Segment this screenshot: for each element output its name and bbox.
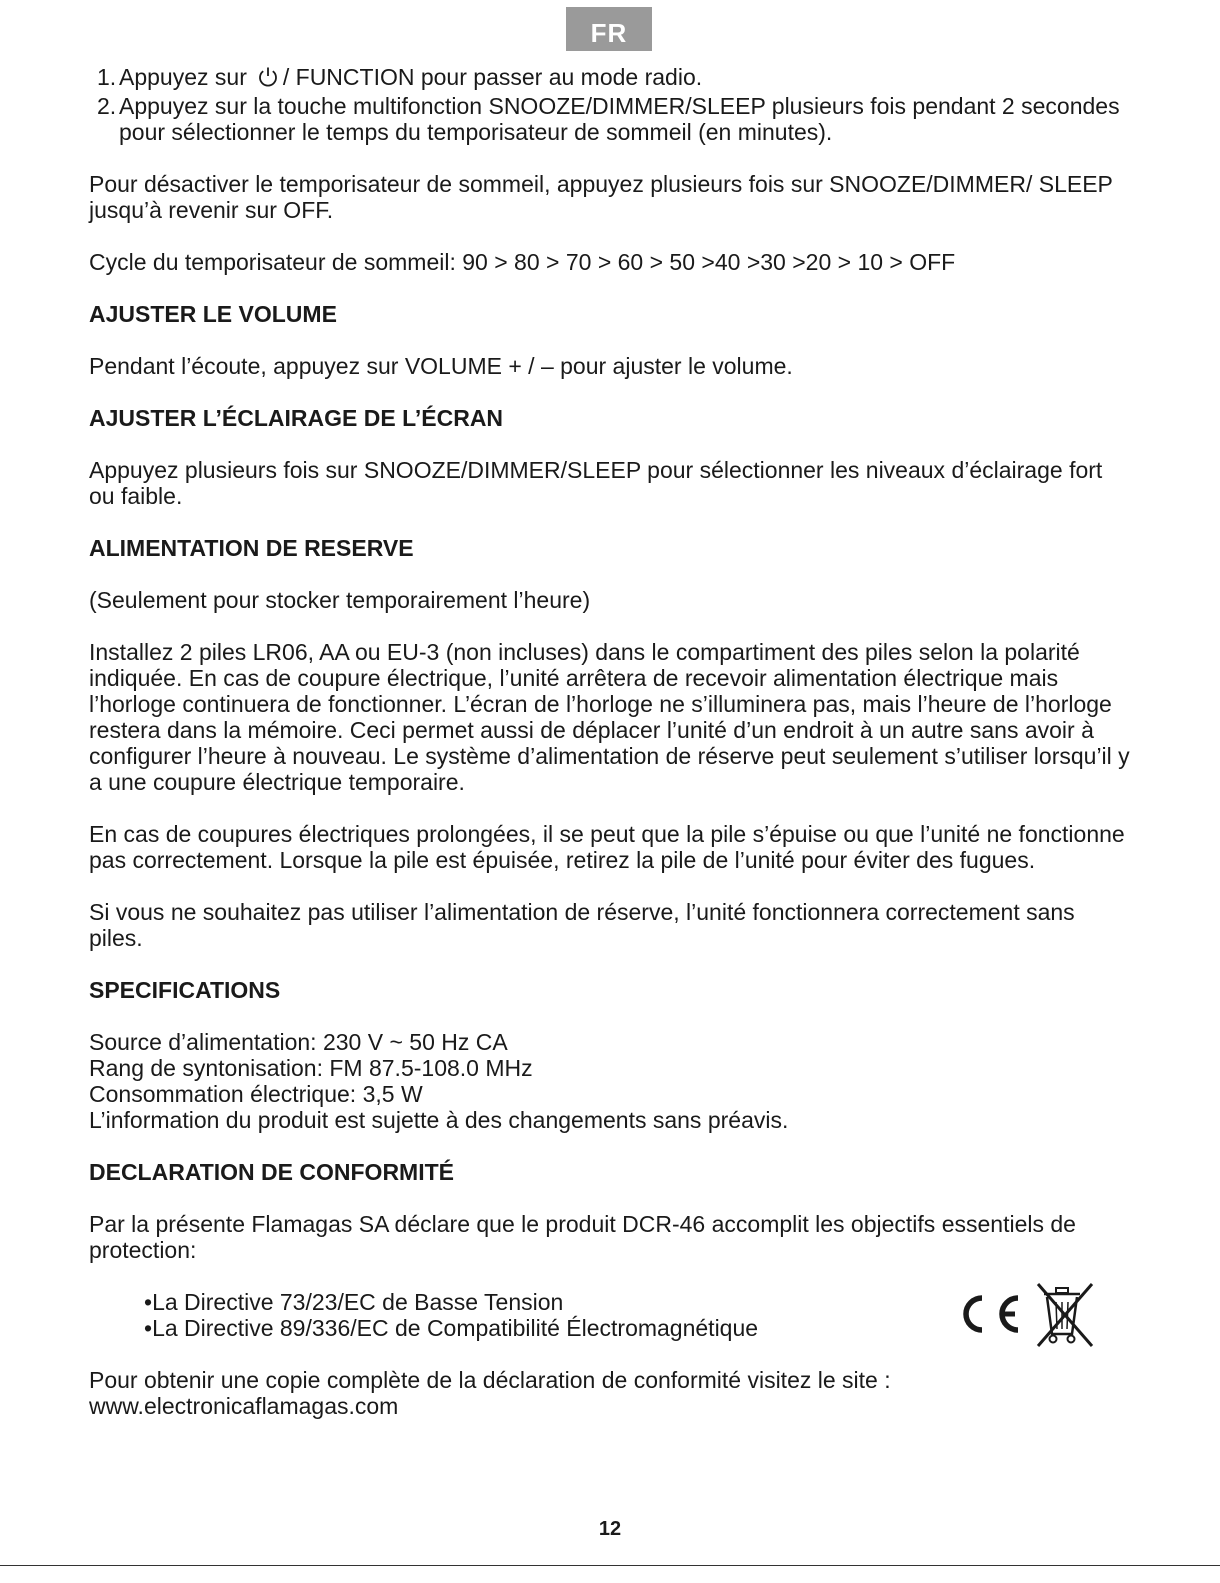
backup-paragraph-2: En cas de coupures électriques prolongées, il se peut que la pile s’épuise ou que l’unité ne fonctionne pas correctement. Lorsque la pile est épuisée, retirez la pile de l’unité pour éviter des fugues.	[89, 821, 1125, 873]
backup-paragraph-3: Si vous ne souhaitez pas utiliser l’alimentation de réserve, l’unité fonctionnera correctement sans piles.	[89, 899, 1075, 951]
conformity-intro: Par la présente Flamagas SA déclare que le produit DCR-46 accomplit les objectifs essentiels de protection:	[89, 1211, 1076, 1263]
list-item: 2. Appuyez sur la touche multifonction SNOOZE/DIMMER/SLEEP plusieurs fois pendant 2 secondes pour sélectionner le temps du temporisateur de sommeil (en minutes).	[97, 93, 1120, 145]
list-item: • La Directive 73/23/EC de Basse Tension	[144, 1289, 1134, 1315]
language-tab: FR	[566, 7, 652, 51]
section-heading-volume: AJUSTER LE VOLUME	[89, 301, 337, 327]
section-heading-conformity: DECLARATION DE CONFORMITÉ	[89, 1159, 455, 1185]
step-text: Appuyez sur la touche multifonction SNOOZE/DIMMER/SLEEP plusieurs fois pendant 2 secondes pour sélectionner le temps du temporisateur de sommeil (en minutes).	[119, 93, 1120, 145]
compliance-marks	[952, 1280, 1102, 1350]
conformity-url: www.electronicaflamagas.com	[89, 1393, 399, 1419]
step-text-post: / FUNCTION pour passer au mode radio.	[282, 64, 703, 90]
backup-note: (Seulement pour stocker temporairement l’heure)	[89, 587, 591, 613]
ce-mark-icon	[966, 1298, 1018, 1330]
volume-paragraph: Pendant l’écoute, appuyez sur VOLUME + / – pour ajuster le volume.	[89, 353, 793, 379]
section-heading-specs: SPECIFICATIONS	[89, 977, 281, 1003]
section-heading-backup: ALIMENTATION DE RESERVE	[89, 535, 414, 561]
step-text-pre: Appuyez sur	[119, 64, 247, 90]
list-item: 1. Appuyez sur / FUNCTION pour passer au mode radio.	[89, 64, 1134, 93]
section-heading-dimmer: AJUSTER L’ÉCLAIRAGE DE L’ÉCRAN	[89, 405, 504, 431]
bottom-divider	[0, 1565, 1220, 1566]
document-body	[89, 64, 1134, 1419]
power-icon	[257, 66, 279, 93]
spec-line: L’information du produit est sujette à des changements sans préavis.	[89, 1107, 789, 1133]
page-number: 12	[598, 1518, 622, 1540]
radio-steps	[89, 64, 1134, 145]
sleep-off-paragraph: Pour désactiver le temporisateur de sommeil, appuyez plusieurs fois sur SNOOZE/DIMMER/ SLEEP jusqu’à revenir sur OFF.	[89, 171, 1113, 223]
spec-line: Consommation électrique: 3,5 W	[89, 1081, 423, 1107]
crossed-bin-icon	[1038, 1284, 1092, 1346]
sleep-cycle-paragraph: Cycle du temporisateur de sommeil: 90 > 80 > 70 > 60 > 50 >40 >30 >20 > 10 > OFF	[89, 249, 956, 275]
list-item: • La Directive 89/336/EC de Compatibilité Électromagnétique	[144, 1315, 1134, 1341]
dimmer-paragraph: Appuyez plusieurs fois sur SNOOZE/DIMMER/SLEEP pour sélectionner les niveaux d’éclairage fort ou faible.	[89, 457, 1103, 509]
backup-paragraph-1: Installez 2 piles LR06, AA ou EU-3 (non incluses) dans le compartiment des piles selon la polarité indiquée. En cas de coupure électrique, l’unité arrêtera de recevoir alimentation électrique mais l’horloge continuera de fonctionner. L’écran de l’horloge ne s’illuminera pas, mais l’heure de l’horloge restera dans la mémoire. Ceci permet aussi de déplacer l’unité d’un endroit à un autre sans avoir à configurer l’heure à nouveau. Le système d’alimentation de réserve peut seulement s’utiliser lorsqu’il y a une coupure électrique temporaire.	[89, 639, 1130, 795]
spec-line: Rang de syntonisation: FM 87.5-108.0 MHz	[89, 1055, 533, 1081]
spec-line: Source d’alimentation: 230 V ~ 50 Hz CA	[89, 1029, 508, 1055]
conformity-copy: Pour obtenir une copie complète de la déclaration de conformité visitez le site :	[89, 1367, 891, 1393]
